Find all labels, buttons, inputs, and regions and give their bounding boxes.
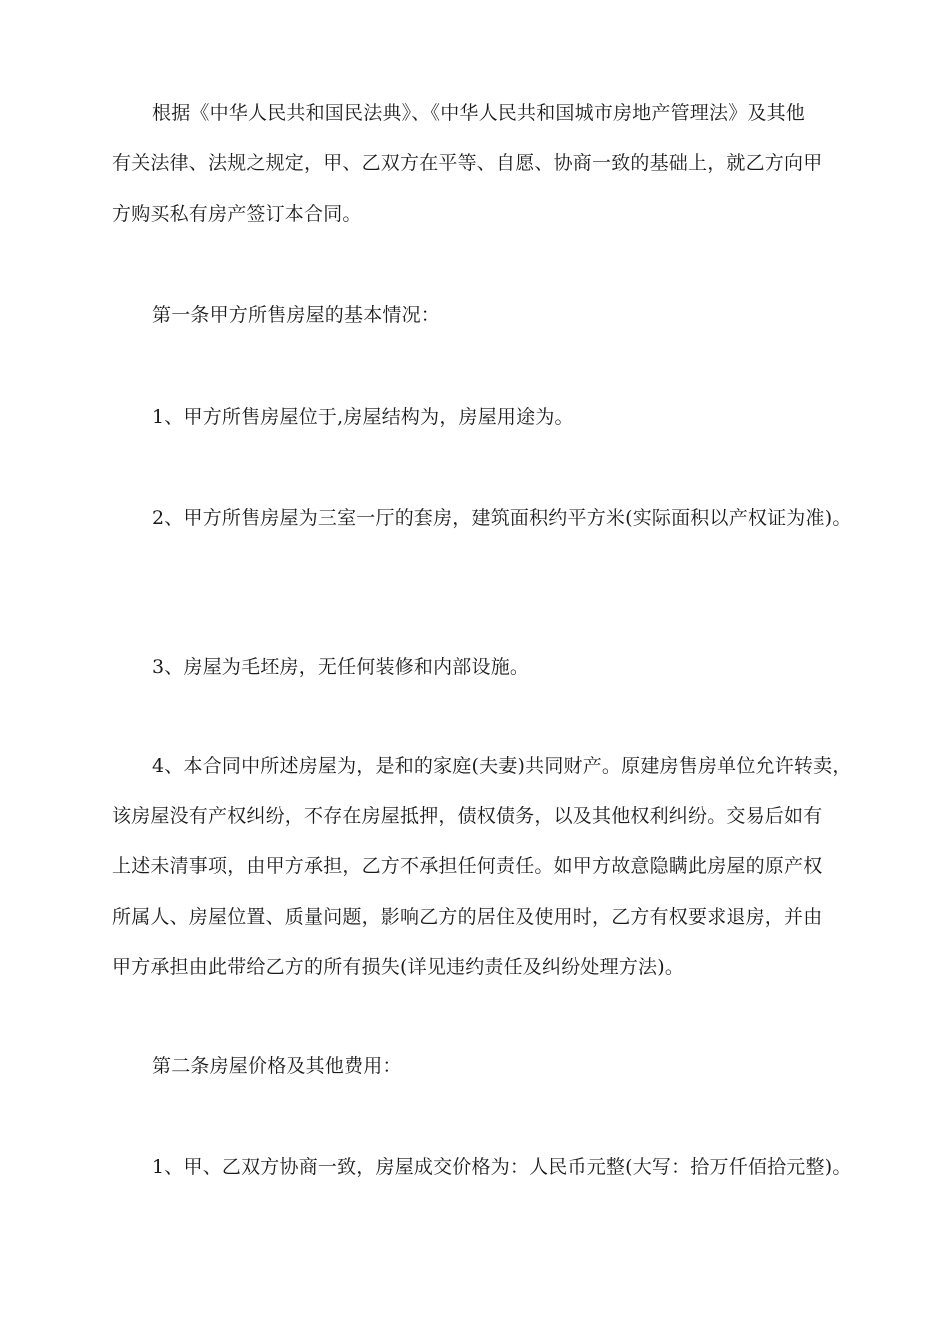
preamble-line-3: 方购买私有房产签订本合同。 xyxy=(112,203,362,225)
article-1-item-4-line-1: 4、本合同中所述房屋为，是和的家庭(夫妻)共同财产。原建房售房单位允许转卖， xyxy=(152,755,852,777)
preamble-line-2: 有关法律、法规之规定，甲、乙双方在平等、自愿、协商一致的基础上，就乙方向甲 xyxy=(112,152,823,174)
article-1-item-1: 1、甲方所售房屋位于,房屋结构为，房屋用途为。 xyxy=(152,406,574,428)
article-1-item-2: 2、甲方所售房屋为三室一厅的套房，建筑面积约平方米(实际面积以产权证为准)。 xyxy=(152,507,852,529)
article-1-title: 第一条甲方所售房屋的基本情况： xyxy=(152,304,441,326)
preamble-line-1: 根据《中华人民共和国民法典》、《中华人民共和国城市房地产管理法》及其他 xyxy=(152,102,806,124)
article-2-title: 第二条房屋价格及其他费用： xyxy=(152,1055,402,1077)
article-1-item-4-line-4: 所属人、房屋位置、质量问题，影响乙方的居住及使用时，乙方有权要求退房，并由 xyxy=(112,906,823,928)
article-1-item-4-line-5: 甲方承担由此带给乙方的所有损失(详见违约责任及纠纷处理方法)。 xyxy=(112,956,685,978)
article-1-item-4-line-3: 上述未清事项，由甲方承担，乙方不承担任何责任。如甲方故意隐瞒此房屋的原产权 xyxy=(112,855,823,877)
article-1-item-4-line-2: 该房屋没有产权纠纷，不存在房屋抵押，债权债务，以及其他权利纠纷。交易后如有 xyxy=(112,805,823,827)
article-2-item-1: 1、甲、乙双方协商一致，房屋成交价格为：人民币元整(大写：拾万仟佰拾元整)。 xyxy=(152,1156,852,1178)
article-1-item-3: 3、房屋为毛坯房，无任何装修和内部设施。 xyxy=(152,656,530,678)
